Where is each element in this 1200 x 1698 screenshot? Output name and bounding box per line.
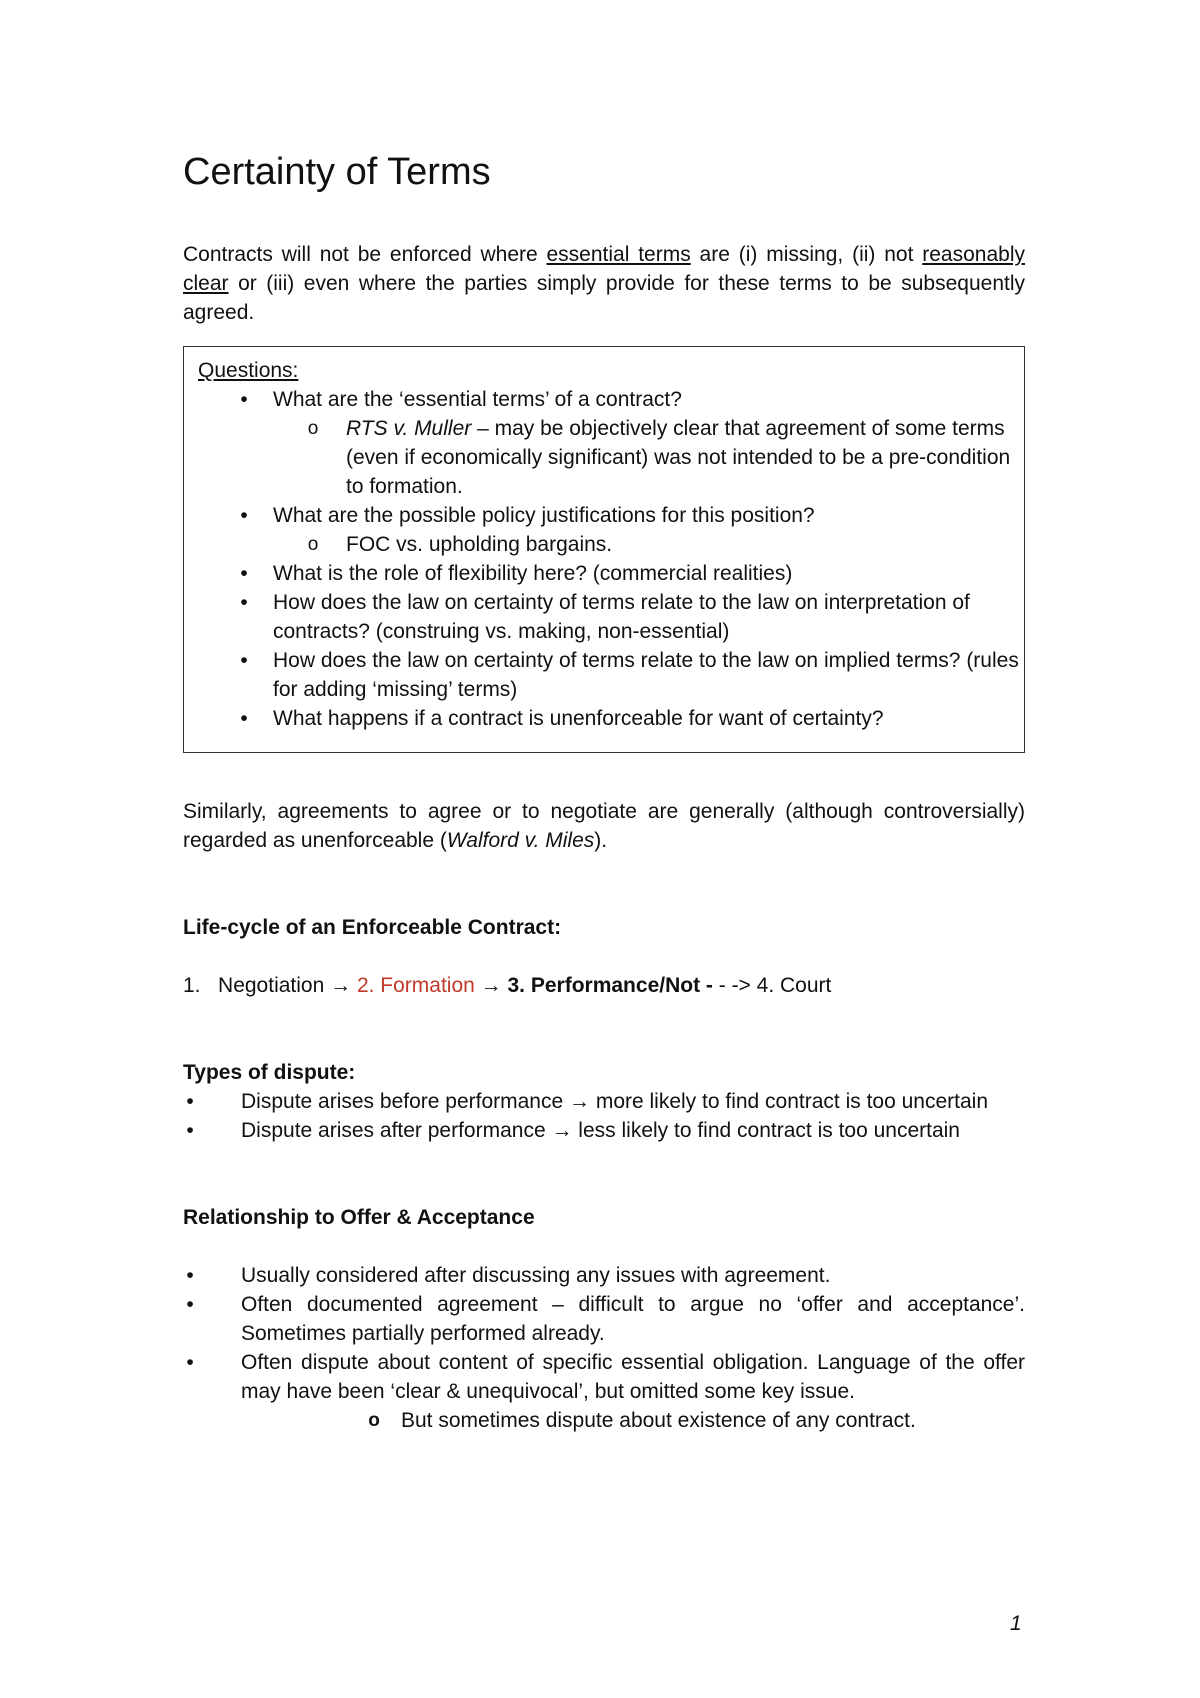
lifecycle-heading: Life-cycle of an Enforceable Contract:	[183, 916, 562, 939]
question-sublist	[273, 414, 1024, 501]
lifecycle-step-court: - -> 4. Court	[712, 974, 832, 997]
relationship-subtext: But sometimes dispute about existence of any contract.	[401, 1409, 916, 1432]
question-item	[198, 501, 1024, 559]
relationship-item	[183, 1261, 1025, 1290]
page-content	[183, 148, 1025, 1435]
bullet-icon: •	[240, 562, 248, 585]
question-item	[198, 385, 1024, 501]
circle-bullet-icon: o	[307, 418, 319, 439]
question-item	[198, 704, 1024, 733]
question-text: How does the law on certainty of terms relate to the law on implied terms? (rules for adding ‘missing’ terms)	[273, 649, 1019, 701]
question-sublist	[273, 530, 1024, 559]
question-subitem	[273, 414, 1024, 501]
questions-box	[183, 346, 1025, 753]
bullet-icon: •	[240, 591, 248, 614]
question-text: What is the role of flexibility here? (commercial realities)	[273, 562, 793, 585]
bullet-icon: •	[240, 388, 248, 411]
bullet-icon: •	[186, 1293, 194, 1316]
question-item	[198, 588, 1024, 646]
lifecycle-step-negotiation: Negotiation	[218, 974, 331, 997]
relationship-item	[183, 1290, 1025, 1348]
dispute-item	[183, 1116, 1025, 1145]
question-text: What are the ‘essential terms’ of a contract?	[273, 388, 682, 411]
relationship-subitem	[183, 1406, 1025, 1435]
relationship-text: Often documented agreement – difficult to argue no ‘offer and acceptance’. Sometimes partially performed already.	[241, 1293, 1025, 1345]
relationship-list	[183, 1261, 1025, 1406]
arrow-right-icon: →	[330, 974, 352, 997]
intro-underline-reasonably: reasonably clear	[183, 243, 1025, 295]
case-name: RTS v. Muller	[346, 417, 472, 440]
question-text: What are the possible policy justifications for this position?	[273, 504, 815, 527]
bullet-icon: •	[186, 1264, 194, 1287]
question-subtext: FOC vs. upholding bargains.	[346, 533, 613, 556]
relationship-heading: Relationship to Offer & Acceptance	[183, 1206, 535, 1229]
disputes-heading: Types of dispute:	[183, 1061, 356, 1084]
bullet-icon: •	[186, 1351, 194, 1374]
intro-text-3: or (iii) even where the parties simply provide for these terms to be subsequently agreed.	[183, 272, 1025, 324]
dispute-text: Dispute arises after performance → less likely to find contract is too uncertain	[241, 1119, 960, 1142]
lifecycle-step-formation: 2. Formation	[351, 974, 481, 997]
bullet-icon: •	[240, 504, 248, 527]
questions-header: Questions:	[198, 359, 299, 382]
case-name: Walford v. Miles	[446, 829, 595, 852]
question-text: What happens if a contract is unenforceable for want of certainty?	[273, 707, 884, 730]
relationship-item	[183, 1348, 1025, 1406]
disputes-list	[183, 1087, 1025, 1145]
page-title: Certainty of Terms	[183, 151, 491, 193]
similarly-paragraph	[183, 797, 1025, 855]
lifecycle-line	[183, 971, 1025, 1000]
circle-bullet-icon: o	[307, 534, 319, 555]
relationship-text: Often dispute about content of specific essential obligation. Language of the offer may have been ‘clear & unequivocal’, but omitted some key issue.	[241, 1351, 1025, 1403]
dispute-item	[183, 1087, 1025, 1116]
question-item	[198, 646, 1024, 704]
intro-text-2: are (i) missing, (ii) not	[690, 243, 923, 266]
question-subitem	[273, 530, 1024, 559]
question-item	[198, 559, 1024, 588]
relationship-text: Usually considered after discussing any issues with agreement.	[241, 1264, 831, 1287]
similarly-text-2: ).	[594, 829, 608, 852]
page-number: 1	[1010, 1612, 1022, 1635]
lifecycle-number: 1.	[183, 974, 201, 997]
intro-text-1: Contracts will not be enforced where	[183, 243, 547, 266]
bullet-icon: •	[240, 649, 248, 672]
question-text: How does the law on certainty of terms relate to the law on interpretation of contracts? (construing vs. making, non-essential)	[273, 591, 970, 643]
lifecycle-step-performance: 3. Performance/Not -	[501, 974, 713, 997]
similarly-text-1: Similarly, agreements to agree or to negotiate are generally (although controversially) regarded as unenforceable (	[183, 800, 1025, 852]
arrow-right-icon: →	[480, 974, 502, 997]
bullet-icon: •	[186, 1090, 194, 1113]
bullet-icon: •	[240, 707, 248, 730]
intro-underline-essential: essential terms	[546, 243, 691, 266]
bullet-icon: •	[186, 1119, 194, 1142]
dispute-text: Dispute arises before performance → more likely to find contract is too uncertain	[241, 1090, 989, 1113]
question-subtext: – may be objectively clear that agreement of some terms (even if economically significant) was not intended to be a pre-condition to formation.	[346, 417, 1011, 498]
circle-bullet-icon: o	[368, 1410, 380, 1431]
questions-list	[198, 385, 1024, 733]
intro-paragraph	[183, 240, 1025, 327]
